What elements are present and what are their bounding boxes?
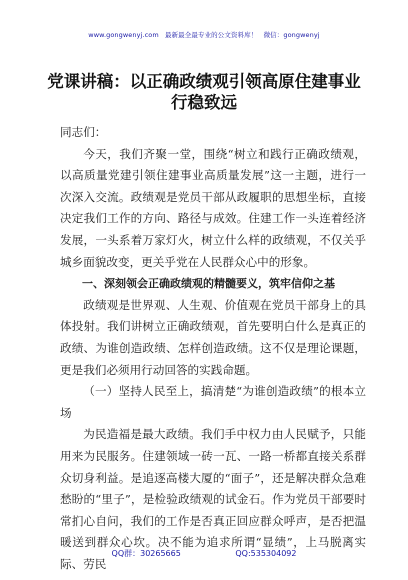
subsection-heading: （一）坚持人民至上，搞清楚“为谁创造政绩”的根本立场 xyxy=(60,384,366,420)
document-title: 党课讲稿：以正确政绩观引领高原住建事业行稳致远 xyxy=(47,72,361,112)
qq-number: QQ:535304092 xyxy=(235,549,297,558)
wechat-id: 微信：gongwenyj xyxy=(263,31,320,39)
paragraph-subsection: 为民造福是最大政绩。我们手中权力由人民赋予，只能用来为民服务。住建领域一砖一瓦、一路一桥都直接关系群众切身利益。是追逐高楼大厦的“面子”，还是解决群众急难愁盼的“里子”，是检验政绩观的试金石。作为党员干部要时常扪心自问，我们的工作是否真正回应群众呼声，是否把温暖送到群众心坎。决不能为追求所谓“显绩”，上马脱离实际、劳民 xyxy=(60,427,366,571)
site-link[interactable]: www.gongwenyj.com xyxy=(88,31,159,39)
footer-contact xyxy=(0,548,408,559)
paragraph-section: 政绩观是世界观、人生观、价值观在党员干部身上的具体投射。我们讲树立正确政绩观，首先要明白什么是真正的政绩、为谁创造政绩、怎样创造政绩。这不仅是理论课题，更是我们必须用行动回答的实践命题。 xyxy=(60,297,366,377)
greeting: 同志们： xyxy=(60,125,107,139)
qq-group: QQ群：30265665 xyxy=(111,549,181,558)
header-banner xyxy=(0,30,408,39)
tagline: 最新最全最专业的公文资料库！ xyxy=(164,31,258,39)
paragraph-intro: 今天，我们齐聚一堂，围绕“树立和践行正确政绩观，以高质量党建引领住建事业高质量发展”这一主题，进行一次深入交流。政绩观是党员干部从政履职的思想坐标，直接决定我们工作的方向、路径与成效。住建工作一头连着经济发展，一头系着万家灯火，树立什么样的政绩观，不仅关乎城乡面貌改变，更关乎党在人民群众心中的形象。 xyxy=(60,146,366,269)
document-body xyxy=(60,122,366,575)
section-heading: 一、深刻领会正确政绩观的精髓要义，筑牢信仰之基 xyxy=(82,277,335,291)
